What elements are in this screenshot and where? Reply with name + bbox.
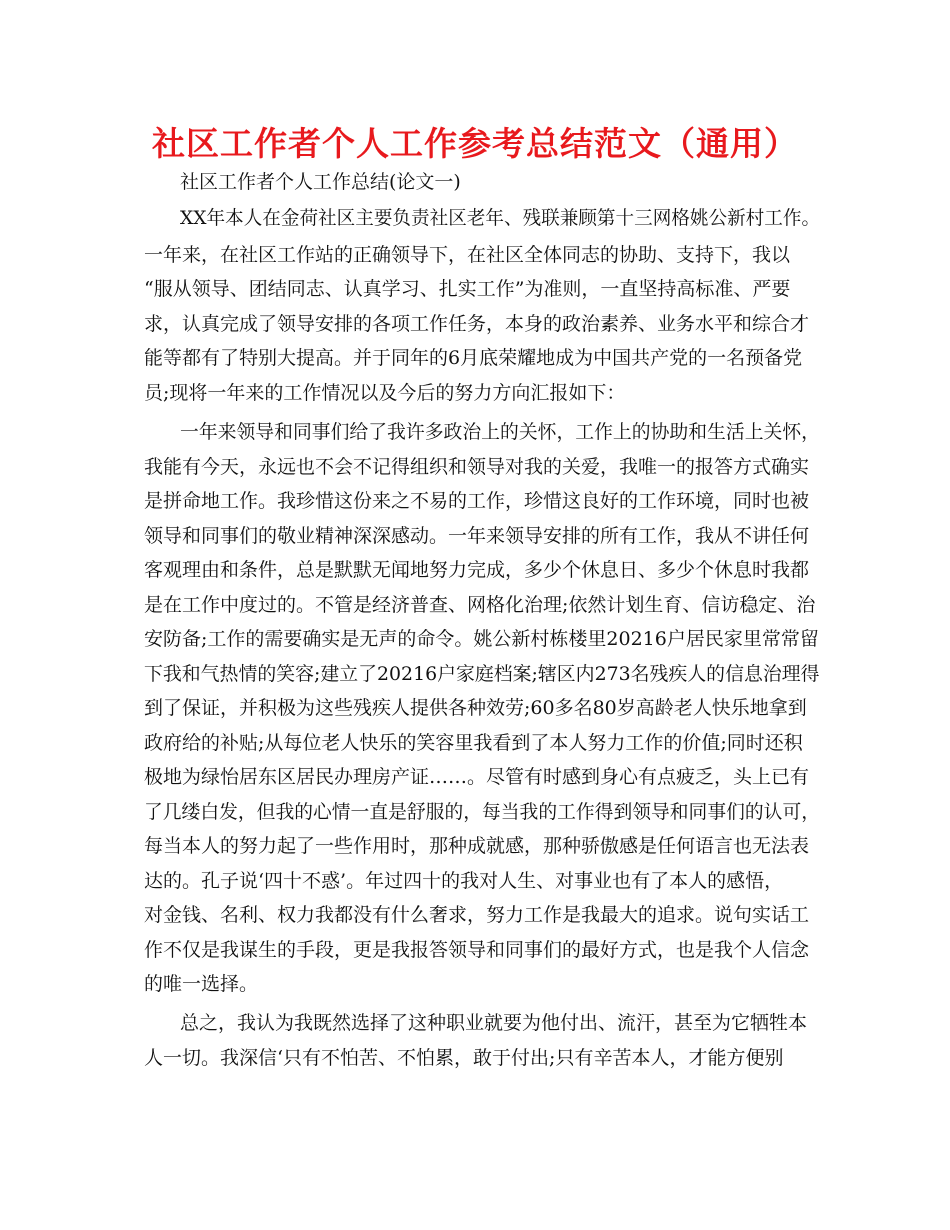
body-line: 是拼命地工作。我珍惜这份来之不易的工作，珍惜这良好的工作环境，同时也被 <box>144 490 810 512</box>
body-line: 作不仅是我谋生的手段，更是我报答领导和同事们的最好方式，也是我个人信念 <box>144 939 810 961</box>
body-line: 总之，我认为我既然选择了这种职业就要为他付出、流汗，甚至为它牺牲本 <box>180 1012 808 1034</box>
body-line: 安防备;工作的需要确实是无声的命令。姚公新村栋楼里20216户居民家里常常留 <box>144 628 819 650</box>
body-line: 下我和气热情的笑容;建立了20216户家庭档案;辖区内273名残疾人的信息治理得 <box>144 663 820 685</box>
body-line: 人一切。我深信‘只有不怕苦、不怕累，敢于付出;只有辛苦本人，才能方便别 <box>144 1047 784 1069</box>
body-line: 的唯一选择。 <box>144 973 259 995</box>
body-line: 是在工作中度过的。不管是经济普查、网格化治理;依然计划生育、信访稳定、治 <box>144 594 816 616</box>
body-line: 我能有今天，永远也不会不记得组织和领导对我的关爱，我唯一的报答方式确实 <box>144 456 810 478</box>
document-subtitle: 社区工作者个人工作总结(论文一) <box>180 171 461 193</box>
body-line: 了几缕白发，但我的心情一直是舒服的，每当我的工作得到领导和同事们的认可， <box>144 801 821 823</box>
body-line: 领导和同事们的敬业精神深深感动。一年来领导安排的所有工作，我从不讲任何 <box>144 525 810 547</box>
document-title: 社区工作者个人工作参考总结范文（通用） <box>152 124 798 163</box>
body-line: 一年来，在社区工作站的正确领导下，在社区全体同志的协助、支持下，我以 <box>144 244 791 266</box>
body-line: XX年本人在金荷社区主要负责社区老年、残联兼顾第十三网格姚公新村工作。 <box>180 207 821 229</box>
body-line: 达的。孔子说‘四十不惑’。年过四十的我对人生、对事业也有了本人的感悟， <box>144 870 784 892</box>
body-line: 每当本人的努力起了一些作用时，那种成就感，那种骄傲感是任何语言也无法表 <box>144 835 810 857</box>
body-line: 客观理由和条件，总是默默无闻地努力完成，多少个休息日、多少个休息时我都 <box>144 559 810 581</box>
body-line: “服从领导、团结同志、认真学习、扎实工作”为准则，一直坚持高标准、严要 <box>144 278 791 300</box>
body-line: 对金钱、名利、权力我都没有什么奢求，努力工作是我最大的追求。说句实话工 <box>144 904 810 926</box>
body-line: 一年来领导和同事们给了我许多政治上的关怀，工作上的协助和生活上关怀， <box>180 421 821 443</box>
body-line: 员;现将一年来的工作情况以及今后的努力方向汇报如下： <box>144 382 626 404</box>
body-line: 到了保证，并积极为这些残疾人提供各种效劳;60多名80岁高龄老人快乐地拿到 <box>144 697 807 719</box>
body-line: 政府给的补贴;从每位老人快乐的笑容里我看到了本人努力工作的价值;同时还积 <box>144 732 803 754</box>
body-line: 极地为绿怡居东区居民办理房产证……。尽管有时感到身心有点疲乏，头上已有 <box>144 766 810 788</box>
body-line: 求，认真完成了领导安排的各项工作任务，本身的政治素养、业务水平和综合才 <box>144 313 810 335</box>
body-line: 能等都有了特别大提高。并于同年的6月底荣耀地成为中国共产党的一名预备党 <box>144 347 803 369</box>
